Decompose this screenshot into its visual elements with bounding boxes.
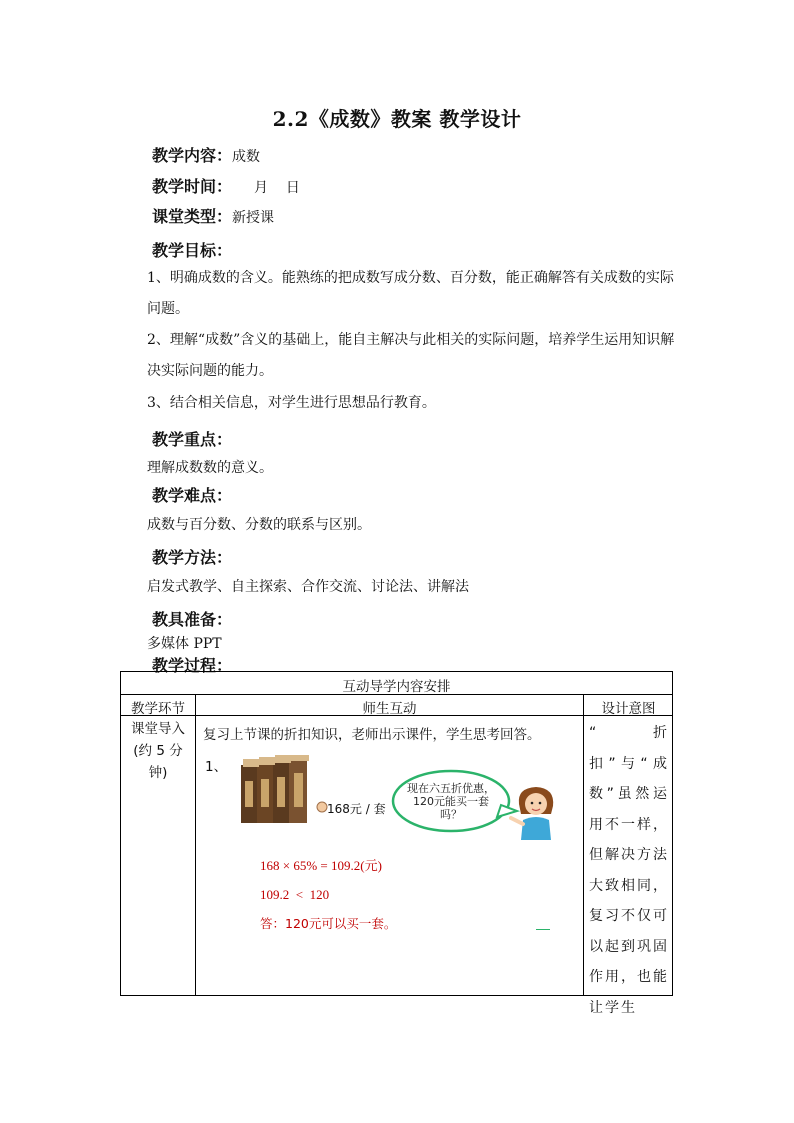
header-interaction: 师生互动: [362, 701, 417, 717]
goals-heading: 教学目标：: [152, 241, 233, 260]
table-caption: 互动导学内容安排: [342, 679, 451, 695]
content-value: 成数: [232, 149, 261, 165]
header-intent: 设计意图: [601, 701, 656, 717]
methods-heading: 教学方法：: [152, 548, 233, 567]
content-label: 教学内容：: [152, 146, 233, 165]
type-field: [152, 207, 274, 228]
lesson-table: [120, 671, 673, 1016]
header-stage: 教学环节: [131, 701, 185, 717]
type-label: 课堂类型：: [152, 207, 233, 226]
key-point-heading: 教学重点：: [152, 430, 233, 449]
price-tag: 168元 / 套: [327, 802, 386, 816]
books-illustration: [239, 755, 319, 827]
calc-line-2: 109.2 < 120: [260, 887, 330, 902]
tools-text: 多媒体 PPT: [147, 636, 222, 652]
time-field: [152, 177, 300, 198]
goal-item-3: 3、结合相关信息，对学生进行思想品行教育。: [147, 395, 436, 411]
intent-cell: “折扣”与“成数”虽然运用不一样，但解决方法大致相同，复习不仅可以起到巩固作用，也能让学生: [589, 725, 669, 1016]
difficulty-text: 成数与百分数、分数的联系与区别。: [147, 517, 371, 533]
content-field: [152, 146, 260, 167]
goal-item-2: 2、理解“成数”含义的基础上，能自主解决与此相关的实际问题，培养学生运用知识解决实际问题的能力。: [147, 332, 675, 379]
decor-line: [536, 929, 550, 930]
key-point-text: 理解成数数的意义。: [147, 460, 273, 476]
answer-line: 答：120元可以买一套。: [260, 916, 397, 931]
time-label: 教学时间：: [152, 177, 233, 196]
stage-cell: 课堂导入(约 5 分钟): [131, 721, 185, 781]
item-number: 1、: [205, 759, 228, 775]
methods-text: 启发式教学、自主探索、合作交流、讨论法、讲解法: [147, 579, 469, 595]
page-title: 2.2《成数》教案 教学设计: [272, 107, 522, 131]
student-girl-illustration: [509, 784, 563, 840]
type-value: 新授课: [232, 210, 275, 226]
time-value: 月 日: [254, 180, 300, 196]
calc-line-1: 168 × 65% = 109.2(元): [260, 858, 382, 873]
interaction-intro: 复习上节课的折扣知识，老师出示课件，学生思考回答。: [203, 727, 541, 743]
tools-heading: 教具准备：: [152, 610, 233, 629]
difficulty-heading: 教学难点：: [152, 486, 233, 505]
bubble-text: 现在六五折优惠，120元能买一套吗？: [407, 782, 495, 821]
process-heading: 教学过程：: [152, 656, 233, 675]
goal-item-1: 1、明确成数的含义。能熟练的把成数写成分数、百分数，能正确解答有关成数的实际问题。: [147, 270, 674, 317]
